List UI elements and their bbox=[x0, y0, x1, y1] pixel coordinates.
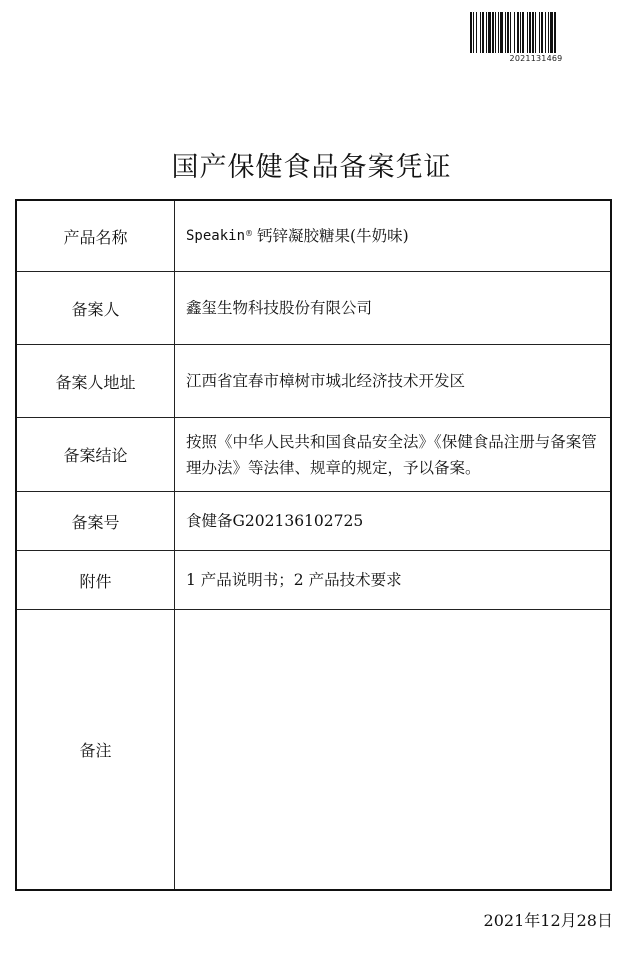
product-name-value bbox=[175, 201, 610, 271]
table-row-filer bbox=[17, 272, 610, 345]
product-name-text: 钙锌凝胶糖果(牛奶味) bbox=[257, 227, 409, 245]
barcode bbox=[470, 12, 602, 64]
registered-mark: ® bbox=[245, 229, 254, 238]
filer-address-value: 江西省宜春市樟树市城北经济技术开发区 bbox=[186, 372, 466, 390]
row-label: 备案人 bbox=[17, 272, 175, 344]
row-label: 备案号 bbox=[17, 492, 175, 550]
attachments-value: 1 产品说明书；2 产品技术要求 bbox=[186, 571, 402, 589]
row-label: 备注 bbox=[17, 610, 175, 889]
table-row-filer-address bbox=[17, 345, 610, 418]
brand-name: Speakin bbox=[186, 228, 246, 244]
filer-value: 鑫玺生物科技股份有限公司 bbox=[186, 299, 373, 317]
certificate-table bbox=[15, 199, 612, 891]
issue-date: 2021年12月28日 bbox=[483, 911, 613, 930]
document-title: 国产保健食品备案凭证 bbox=[171, 152, 452, 183]
barcode-number: 2021131469 bbox=[509, 54, 563, 63]
row-label: 附件 bbox=[17, 551, 175, 609]
table-row-filing-number bbox=[17, 492, 610, 551]
table-row-conclusion bbox=[17, 418, 610, 492]
table-row-remarks bbox=[17, 610, 610, 889]
remarks-value bbox=[175, 610, 610, 889]
conclusion-value: 按照《中华人民共和国食品安全法》《保健食品注册与备案管理办法》等法律、规章的规定，予以备案。 bbox=[186, 432, 597, 477]
filing-number-value: 食健备G202136102725 bbox=[186, 512, 364, 530]
barcode-bars bbox=[470, 12, 602, 53]
table-row-product-name bbox=[17, 201, 610, 272]
table-row-attachments bbox=[17, 551, 610, 610]
row-label: 产品名称 bbox=[17, 201, 175, 271]
row-label: 备案人地址 bbox=[17, 345, 175, 417]
row-label: 备案结论 bbox=[17, 418, 175, 491]
